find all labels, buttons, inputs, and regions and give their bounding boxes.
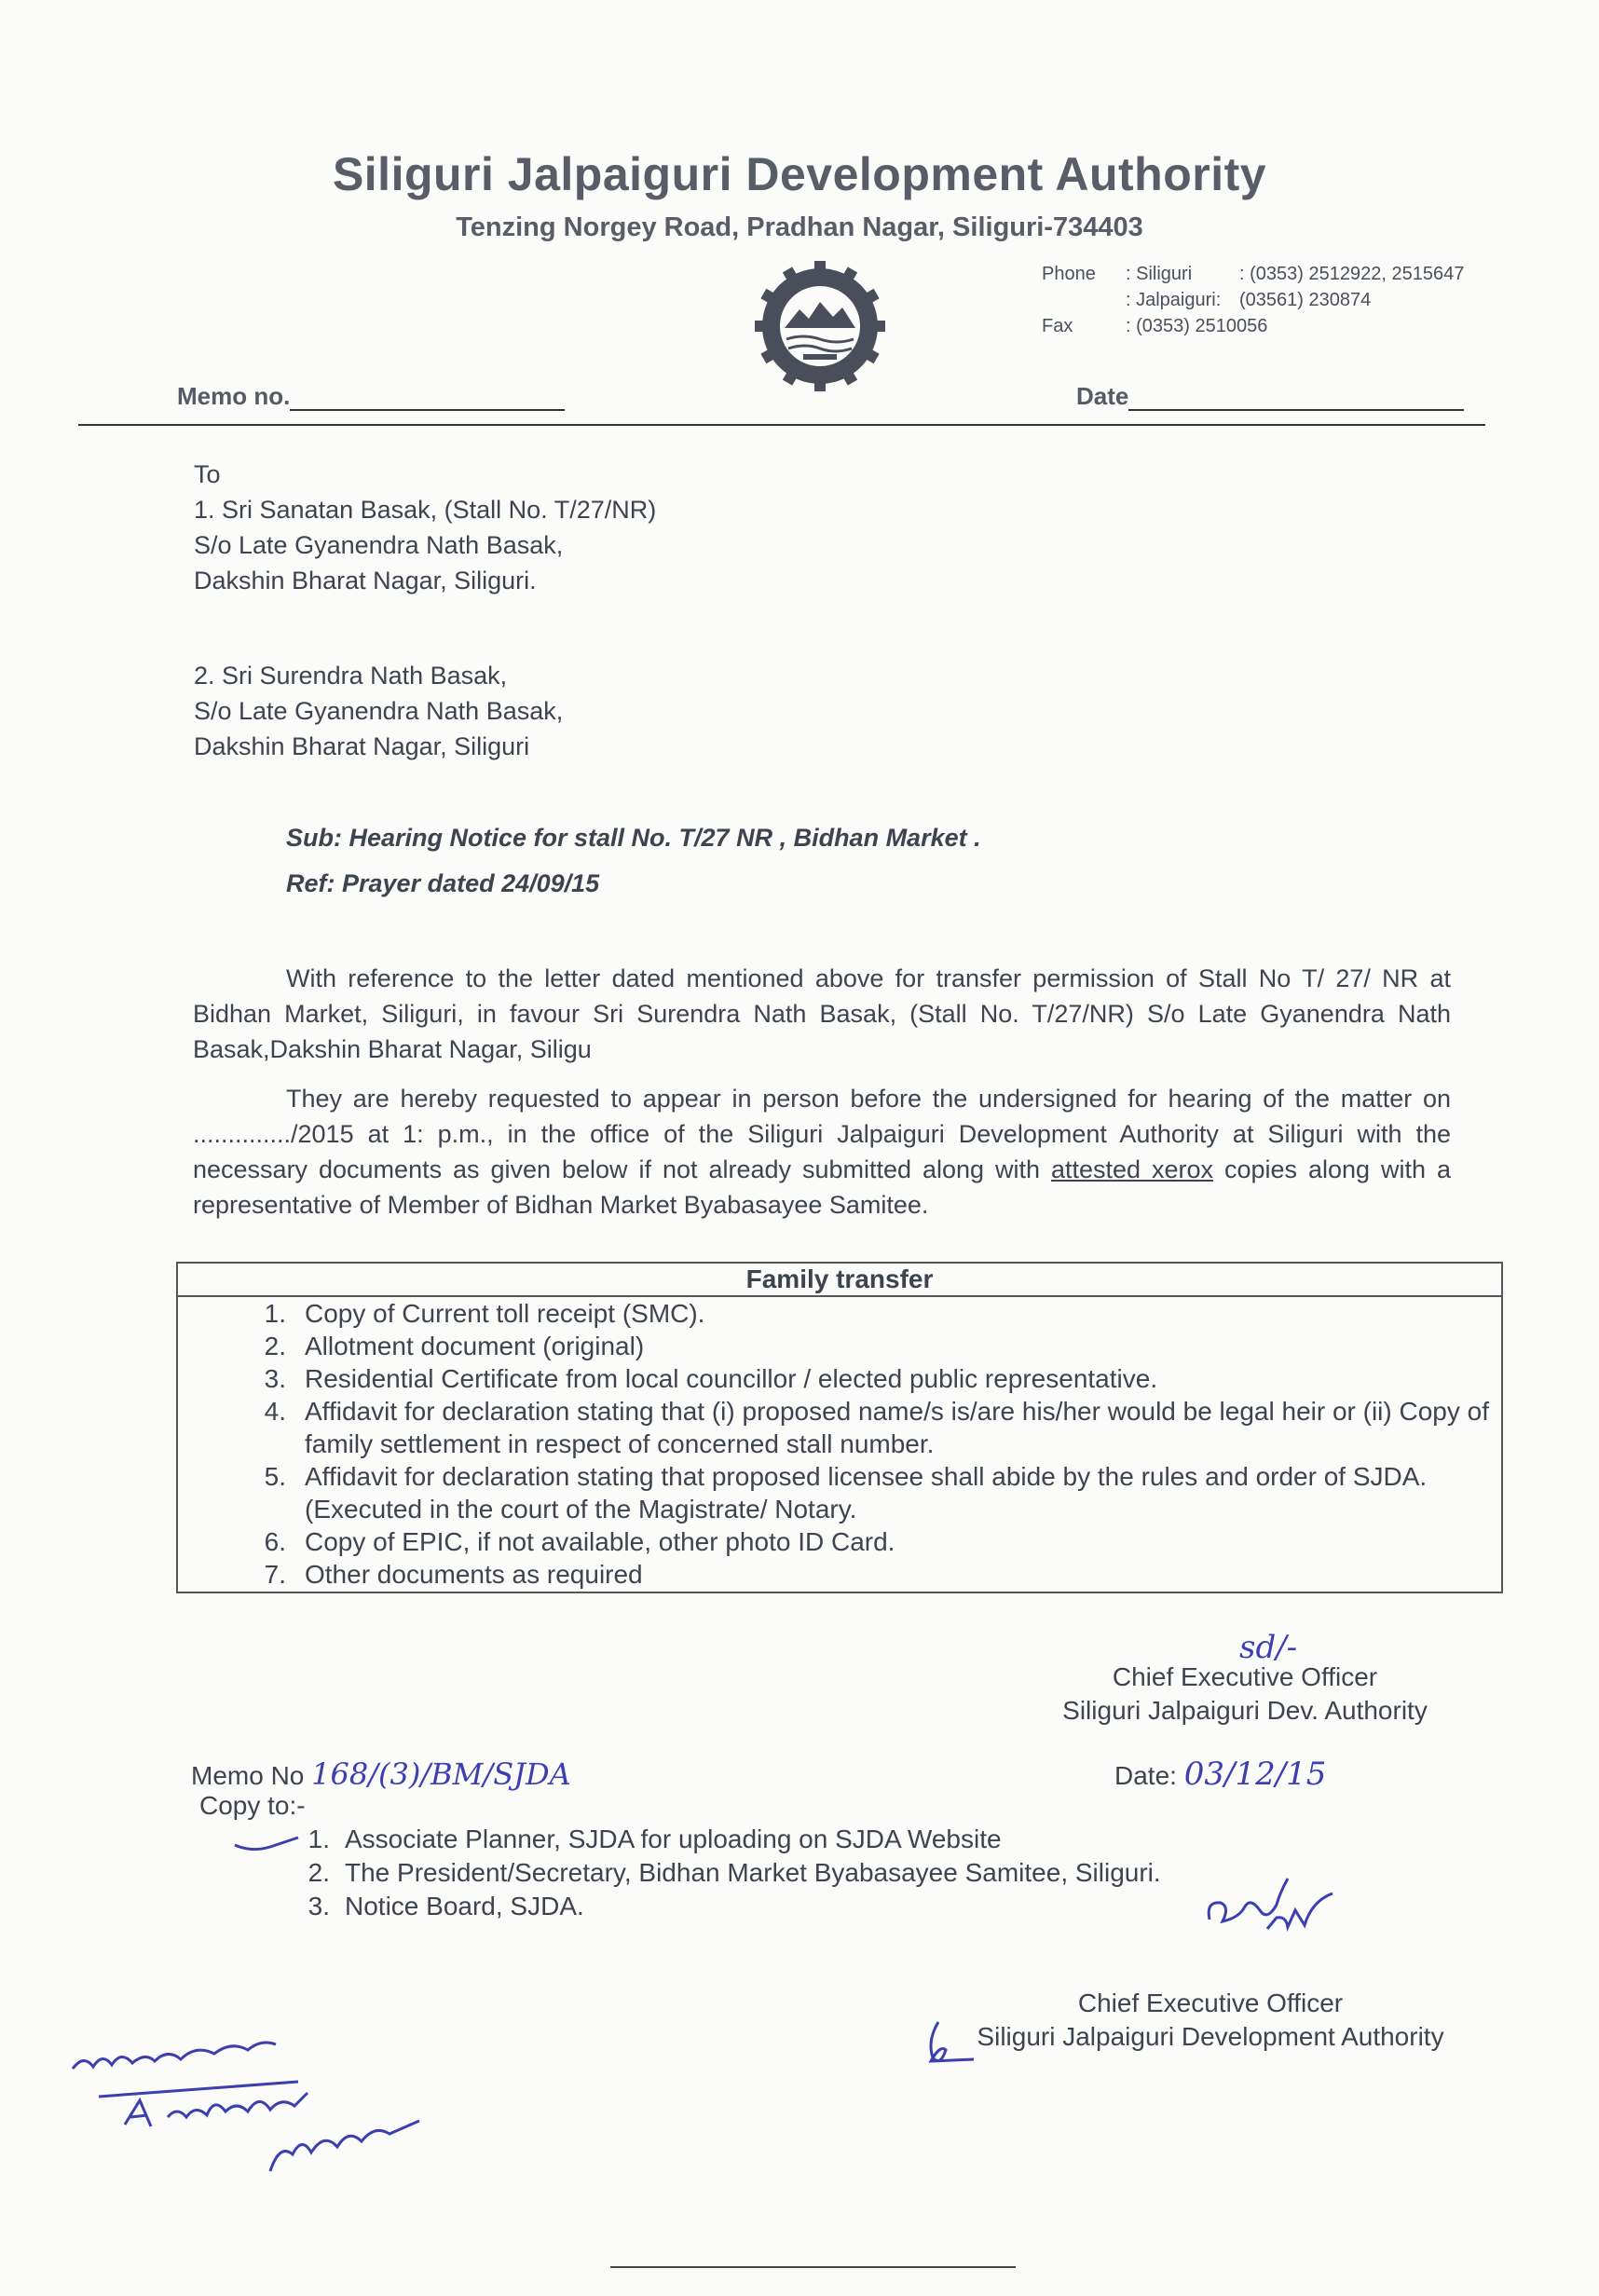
attested-xerox-underlined: attested xerox [1050, 1155, 1214, 1183]
document-list-item [178, 1297, 1501, 1330]
document-item-text: Copy of Current toll receipt (SMC). [305, 1299, 705, 1328]
to-label: To [194, 460, 221, 488]
footer-line [610, 2266, 1016, 2268]
document-list-item [178, 1362, 1501, 1395]
copy-memo-number [191, 1757, 571, 1793]
document-list-item [178, 1558, 1501, 1591]
sd-handwritten: sd/- [1239, 1629, 1298, 1666]
phone-siliguri-label: : Siliguri [1126, 264, 1193, 284]
recipient-1-line-2: S/o Late Gyanendra Nath Basak, [194, 531, 564, 559]
copy-to-item-text: Notice Board, SJDA. [345, 1892, 584, 1920]
paragraph-2-text-end: copies along with a representative of Member of Bidhan Market Byabasayee Samitee. [193, 1155, 1452, 1219]
copy-to-item-number: 1. [308, 1824, 330, 1853]
document-item-number: 7. [264, 1560, 286, 1589]
paragraph-reference [193, 961, 1451, 1067]
document-item-number: 5. [264, 1462, 286, 1491]
phone-jalpaiguri-label: : Jalpaiguri: [1126, 290, 1222, 310]
signature-block-2 [934, 1987, 1487, 2054]
document-list-item [178, 1395, 1501, 1460]
document-item-number: 2. [264, 1332, 286, 1360]
phone-jalpaiguri: (03561) 230874 [1239, 290, 1372, 310]
copy-to-item [280, 1890, 1161, 1923]
organization-address: Tenzing Norgey Road, Pradhan Nagar, Siliguri-734403 [456, 212, 1143, 242]
signatory-title-2: Chief Executive Officer [1077, 1988, 1344, 2017]
recipients-block [194, 457, 656, 764]
document-item-text: Residential Certificate from local councillor / elected public representative. [305, 1364, 1158, 1393]
document-item-text: Affidavit for declaration stating that proposed licensee shall abide by the rules and order of SJDA. (Executed in the court of the Magistrate/ Notary. [305, 1462, 1428, 1524]
organization-name: Siliguri Jalpaiguri Development Authority [332, 148, 1267, 200]
subject-line: Sub: Hearing Notice for stall No. T/27 NR , Bidhan Market . [286, 824, 981, 852]
copy-to-item-number: 2. [308, 1858, 330, 1887]
date-field [1076, 382, 1464, 411]
date-blank [1128, 385, 1464, 411]
copy-date-label: Date: [1114, 1761, 1177, 1790]
phone-siliguri: : (0353) 2512922, 2515647 [1239, 264, 1465, 284]
sjda-logo-seal [755, 261, 885, 391]
recipient-2-line-1: 2. Sri Surendra Nath Basak, [194, 662, 508, 690]
paragraph-2-text: They are hereby requested to appear in person before the undersigned for hearing of the matter on ............../2015 at 1: p.m., in the office of the Siliguri Jalpaiguri Development Authority at Siliguri with the necessary documents as given below if not already submitted along with [193, 1085, 1451, 1183]
paragraph-1-text: With reference to the letter dated mentioned above for transfer permission of Stall No T/ 27/ NR at Bidhan Market, Siliguri, in favour Sri Surendra Nath Basak, (Stall No. T/27/NR) S/o Late Gyanendra Nath Basak,Dakshin Bharat Nagar, Siligu [193, 964, 1451, 1063]
date-label: Date [1076, 382, 1129, 410]
copy-to-item-number: 3. [308, 1892, 330, 1920]
memo-label: Memo no. [177, 382, 291, 410]
recipient-2-line-2: S/o Late Gyanendra Nath Basak, [194, 697, 564, 725]
document-list [178, 1297, 1501, 1591]
copy-memo-label: Memo No [191, 1761, 305, 1790]
signature-block-1 [1040, 1660, 1450, 1728]
copy-date [1114, 1757, 1326, 1793]
document-list-item [178, 1330, 1501, 1362]
fax-number: : (0353) 2510056 [1126, 316, 1268, 336]
table-title: Family transfer [178, 1264, 1501, 1297]
fax-label: Fax [1042, 316, 1073, 336]
contact-block [1042, 261, 1464, 339]
memo-number-field [177, 382, 565, 411]
recipient-1-line-3: Dakshin Bharat Nagar, Siliguri. [194, 567, 537, 594]
document-item-number: 6. [264, 1527, 286, 1556]
copy-memo-handwritten: 168/(3)/BM/SJDA [311, 1756, 571, 1792]
signatory-org-1: Siliguri Jalpaiguri Dev. Authority [1062, 1696, 1428, 1725]
document-item-text: Copy of EPIC, if not available, other photo ID Card. [305, 1527, 895, 1556]
document-item-text: Other documents as required [305, 1560, 643, 1589]
phone-label: Phone [1042, 264, 1096, 284]
copy-to-item [280, 1823, 1161, 1856]
copy-to-list [280, 1823, 1161, 1923]
signatory-title-1: Chief Executive Officer [1112, 1662, 1378, 1691]
header-divider [78, 424, 1485, 426]
document-item-text: Allotment document (original) [305, 1332, 645, 1360]
copy-to-item [280, 1856, 1161, 1890]
copy-date-handwritten: 03/12/15 [1183, 1756, 1327, 1793]
handwritten-upload-note [65, 2031, 438, 2190]
document-item-number: 4. [264, 1397, 286, 1426]
family-transfer-table [176, 1262, 1503, 1593]
handwritten-initials-signature [1202, 1873, 1342, 1948]
recipient-2-line-3: Dakshin Bharat Nagar, Siliguri [194, 732, 530, 760]
document-item-number: 3. [264, 1364, 286, 1393]
handwritten-pen-mark [918, 2013, 992, 2078]
paragraph-hearing [193, 1081, 1451, 1223]
document-list-item [178, 1525, 1501, 1558]
signatory-org-2: Siliguri Jalpaiguri Development Authority [977, 2022, 1444, 2051]
document-item-text: Affidavit for declaration stating that (i) proposed name/s is/are his/her would be legal heir or (ii) Copy of family settlement in respect of concerned stall number. [305, 1397, 1490, 1458]
memo-blank [290, 385, 565, 411]
copy-to-item-text: The President/Secretary, Bidhan Market Byabasayee Samitee, Siliguri. [345, 1858, 1161, 1887]
document-item-number: 1. [264, 1299, 286, 1328]
recipient-1-line-1: 1. Sri Sanatan Basak, (Stall No. T/27/NR) [194, 496, 657, 524]
copy-to-item-text: Associate Planner, SJDA for uploading on SJDA Website [345, 1824, 1002, 1853]
reference-line: Ref: Prayer dated 24/09/15 [286, 869, 600, 897]
copy-to-label: Copy to:- [199, 1791, 306, 1820]
document-list-item [178, 1460, 1501, 1525]
